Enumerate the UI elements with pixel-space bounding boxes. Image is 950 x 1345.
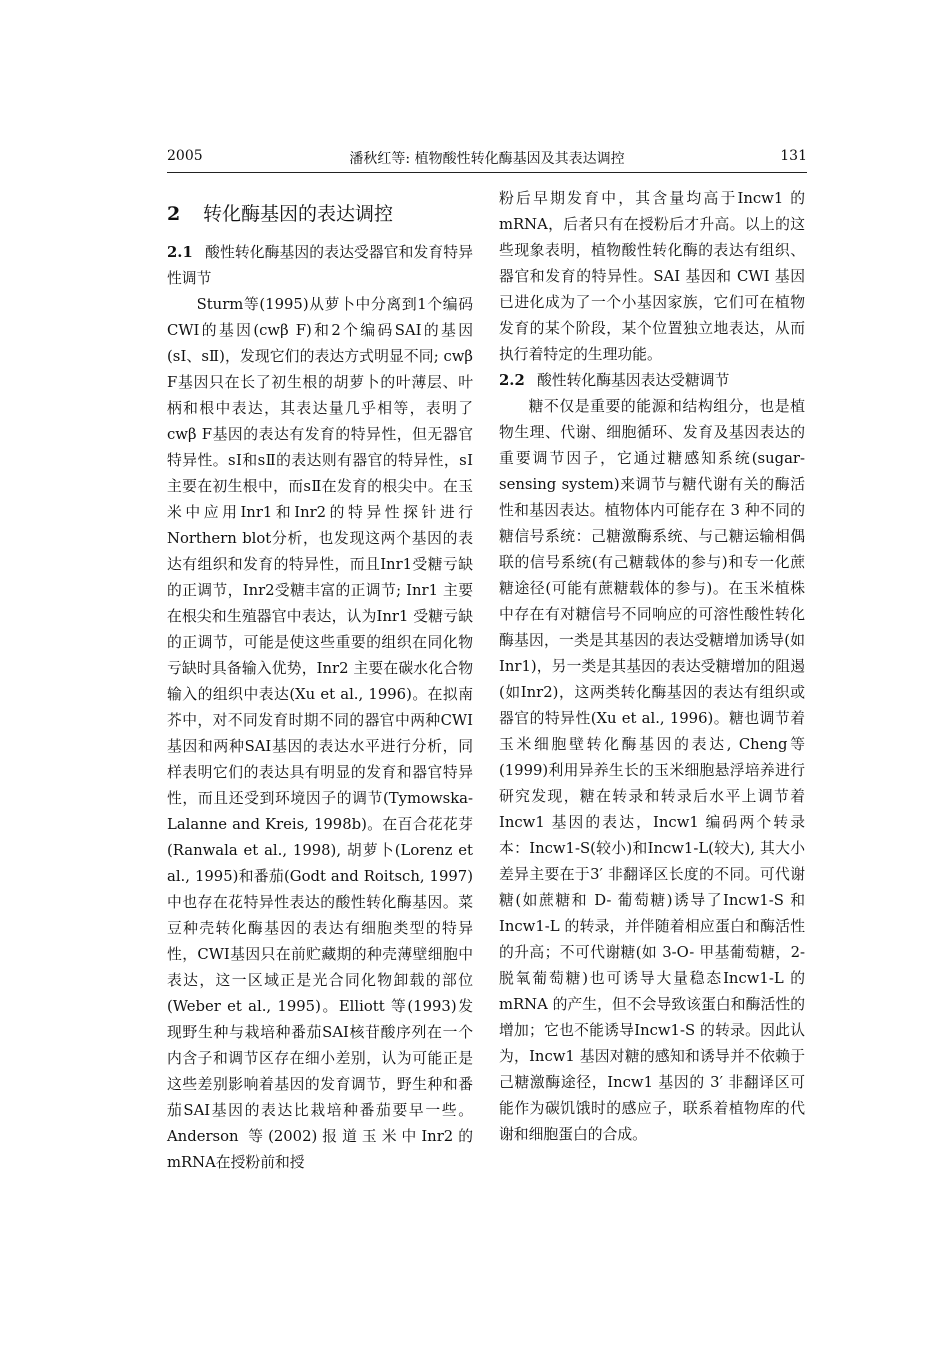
body-paragraph-continued: 粉后早期发育中，其含量均高于Incw1 的mRNA，后者只有在授粉后才升高。以上的这些现象表明，植物酸性转化酶的表达有组织、器官和发育的特异性。SAI 基因和 CWI 基因已进化成为了一个小基因家族，它们可在植物发育的某个阶段，某个位置独立地表达，从而执行着特定的生理功能。 — [499, 190, 805, 363]
body-paragraph: 糖不仅是重要的能源和结构组分，也是植物生理、代谢、细胞循环、发育及基因表达的重要调节因子，它通过糖感知系统(sugar-sensing system)来调节与糖代谢有关的酶活性和基因表达。植物体内可能存在 3 种不同的糖信号系统：己糖激酶系统、与己糖运输相偶联的信号系统(有己糖载体的参与)和专一化蔗糖途径(可能有蔗糖载体的参与)。在玉米植株中存在有对糖信号不同响应的可溶性酸性转化酶基因，一类是其基因的表达受糖增加诱导(如Inr1)，另一类是其基因的表达受糖增加的阻遏 (如Inr2)，这两类转化酶基因的表达有组织或器官的特异性(Xu et al., 1996)。糖也调节着玉米细胞壁转化酶基因的表达, Cheng等(1999)利用异养生长的玉米细胞悬浮培养进行研究发现，糖在转录和转录后水平上调节着Incw1 基因的表达，Incw1 编码两个转录本：Incw1-S(较小)和Incw1-L(较大), 其大小差异主要在于3′ 非翻译区长度的不同。可代谢糖(如蔗糖和 D- 葡萄糖)诱导了Incw1-S 和Incw1-L 的转录，并伴随着相应蛋白和酶活性的升高；不可代谢糖(如 3-O- 甲基葡萄糖，2- 脱氧葡萄糖)也可诱导大量稳态Incw1-L 的 mRNA 的产生，但不会导致该蛋白和酶活性的增加；它也不能诱导Incw1-S 的转录。因此认为，Incw1 基因对糖的感知和诱导并不依赖于己糖激酶途径，Incw1 基因的 3′ 非翻译区可能作为碳饥饿时的感应子，联系着植物库的代谢和细胞蛋白的合成。 — [499, 398, 805, 1143]
subsection-title: 酸性转化酶基因的表达受器官和发育特异性调节 — [167, 244, 473, 287]
body-paragraph: Sturm等(1995)从萝卜中分离到1个编码CWI的基因(cwβ F)和2个编码SAI的基因(sⅠ、sⅡ)，发现它们的表达方式明显不同; cwβ F基因只在长了初生根的胡萝卜的叶薄层、叶柄和根中表达，其表达量几乎相等，表明了cwβ F基因的表达有发育的特异性，但无器官特异性。sⅠ和sⅡ的表达则有器官的特异性，sⅠ主要在初生根中，而sⅡ在发育的根尖中。在玉米中应用Inr1和Inr2的特异性探针进行Northern blot分析，也发现这两个基因的表达有组织和发育的特异性，而且Inr1受糖亏缺的正调节，Inr2受糖丰富的正调节; Inr1 主要在根尖和生殖器官中表达，认为Inr1 受糖亏缺的正调节，可能是使这些重要的组织在同化物亏缺时具备输入优势，Inr2 主要在碳水化合物输入的组织中表达(Xu et al., 1996)。在拟南芥中，对不同发育时期不同的器官中两种CWI基因和两种SAI基因的表达水平进行分析，同样表明它们的表达具有明显的发育和器官特异性，而且还受到环境因子的调节(Tymowska-Lalanne and Kreis, 1998b)。在百合花花芽(Ranwala et al., 1998), 胡萝卜(Lorenz et al., 1995)和番茄(Godt and Roitsch, 1997)中也存在花特异性表达的酸性转化酶基因。菜豆种壳转化酶基因的表达有细胞类型的特异性，CWI基因只在前贮藏期的种壳薄壁细胞中表达，这一区域正是光合同化物卸载的部位(Weber et al., 1995)。Elliott 等(1993)发现野生种与栽培种番茄SAI核苷酸序列在一个内含子和调节区存在细小差别，认为可能正是这些差别影响着基因的发育调节，野生种和番茄SAI基因的表达比栽培种番茄要早一些。Anderson 等(2002)报道玉米中Inr2的mRNA在授粉前和授 — [167, 296, 473, 1171]
subsection-heading-2-1 — [167, 240, 473, 292]
header-running-title: 潘秋红等: 植物酸性转化酶基因及其表达调控 — [349, 151, 625, 167]
section-heading — [167, 200, 473, 228]
header-rule — [167, 172, 807, 173]
header-year: 2005 — [167, 148, 203, 164]
section-number: 2 — [167, 203, 181, 225]
left-column — [167, 186, 473, 1176]
subsection-number: 2.1 — [167, 244, 193, 261]
section-title: 转化酶基因的表达调控 — [203, 203, 394, 225]
header-page-number: 131 — [780, 148, 807, 164]
running-header — [167, 148, 807, 170]
subsection-number: 2.2 — [499, 372, 525, 389]
subsection-title: 酸性转化酶基因表达受糖调节 — [537, 372, 730, 389]
right-column — [499, 186, 805, 1148]
subsection-heading-2-2 — [499, 368, 805, 394]
